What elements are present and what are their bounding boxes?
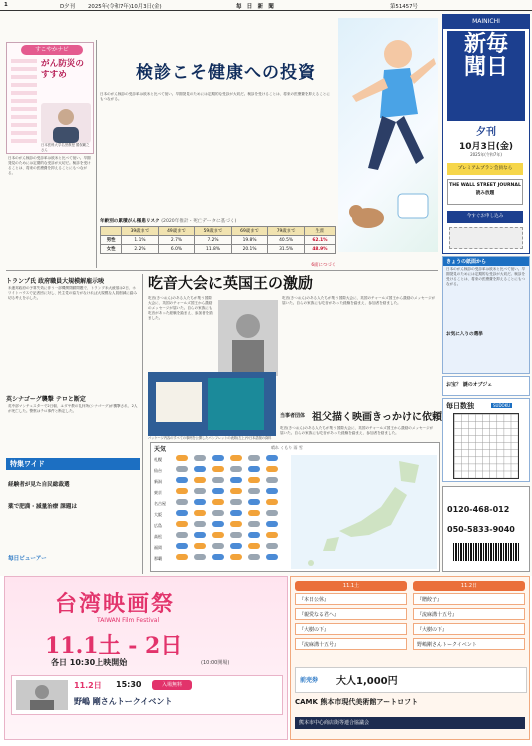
cancer-article-body-left: 日本のがん検診の受診率は欧米と比べて低い。早期発見のためには定期的な受診が大切だ。検診を受けることは、将来の医療費を抑えることにもつながる。 — [8, 156, 91, 175]
weather-icon — [230, 521, 242, 527]
table-cell: 62.1% — [304, 236, 335, 245]
contact-box — [442, 486, 530, 572]
column-divider — [96, 40, 97, 268]
contact-tel-1[interactable]: 0120-468-012 — [447, 505, 510, 514]
weather-icon — [248, 543, 260, 549]
sudoku-title: 毎日数独 — [446, 402, 474, 410]
table-header-cell: 69歳まで — [231, 227, 268, 236]
weather-icon — [176, 510, 188, 516]
event-time: 15:30 — [116, 680, 142, 689]
today-heading: きょうの紙面から — [443, 257, 529, 266]
festival-title-en: TAIWAN Film Festival — [97, 617, 160, 624]
masthead-date: 10月3日(金) — [458, 142, 513, 152]
speaker-photo — [16, 680, 68, 710]
schedule-item: 野嶋剛さんトークイベント — [413, 638, 525, 650]
weather-city-list — [154, 455, 290, 569]
sub-headline: 祖父描く映画きっかけに依頼 — [312, 412, 442, 423]
register-button[interactable]: 今すぐお申し込み — [447, 211, 523, 223]
organizer: 熊本市中心商店街等連合協議会 — [295, 717, 525, 729]
schedule-list-day-1 — [295, 593, 407, 653]
feature-label: すこやかナビ — [21, 45, 83, 55]
weather-icon — [176, 499, 188, 505]
weather-row — [154, 466, 292, 473]
weather-icon — [248, 477, 260, 483]
masthead-title-text: 新毎聞日 — [463, 31, 508, 80]
weather-icon — [230, 543, 242, 549]
table-cell: 2.2% — [122, 245, 159, 254]
table-cell: 20.1% — [231, 245, 268, 254]
weather-map — [291, 455, 437, 569]
weather-icon — [230, 499, 242, 505]
stutter-headline: 吃音大会に英国王の激励 — [148, 274, 314, 292]
barcode — [453, 543, 519, 561]
ad-left-panel — [4, 576, 288, 740]
weather-icon — [176, 554, 188, 560]
table-row-label: 男性 — [101, 236, 122, 245]
qr-code-area[interactable] — [449, 227, 523, 249]
weather-row — [154, 477, 292, 484]
brochure-photo — [148, 372, 276, 436]
cancer-article-body: 日本のがん検診の受診率は欧米と比べて低い。早期発見のためには定期的な受診が大切だ。検診を受けることは、将来の医療費を抑えることにもつながる。 — [100, 92, 330, 101]
table-cell: 7.2% — [195, 236, 232, 245]
person-icon — [41, 103, 91, 143]
weather-icon — [194, 554, 206, 560]
weather-icon — [212, 455, 224, 461]
weather-icon — [194, 521, 206, 527]
talk-event-box — [11, 675, 283, 715]
ad-schedule-panel — [290, 576, 530, 740]
table-cell: 6.0% — [158, 245, 195, 254]
news-synagogue-body: 英中部マンチェスターで2日朝、ユダヤ教の礼拝所(シナゴーグ)が襲撃され、2人が死亡した。警察はテロ事件と断定した。 — [8, 404, 138, 413]
weather-icon — [176, 455, 188, 461]
weather-icon — [266, 543, 278, 549]
event-title: 野嶋 剛さんトークイベント — [74, 697, 173, 706]
table-header-cell: 59歳まで — [195, 227, 232, 236]
film-festival-ad — [0, 576, 532, 746]
weather-icon — [212, 532, 224, 538]
weather-icon — [176, 488, 188, 494]
weather-row — [154, 521, 292, 528]
schedule-item: 『流麻溝十五号』 — [413, 608, 525, 620]
weather-icon — [230, 466, 242, 472]
premium-plan-banner[interactable]: プレミアムプラン会員なら — [447, 163, 523, 175]
news-tag-trump[interactable]: トランプ氏 政府職員大規模解雇示唆 — [6, 278, 105, 285]
schedule-day-1: 11.1土 — [295, 581, 407, 591]
table-title — [100, 218, 336, 224]
weather-icon — [266, 554, 278, 560]
main-headline: 検診こそ健康への投資 — [136, 63, 316, 83]
weather-title: 天気 — [154, 446, 167, 453]
author-photo — [41, 103, 91, 143]
table-cell: 2.7% — [158, 236, 195, 245]
table-title-text: 年齢別の累積がん罹患リスク — [100, 219, 160, 224]
page-header-strip — [0, 0, 532, 11]
weather-row — [154, 510, 292, 517]
runner-illustration-icon — [338, 18, 438, 252]
weather-icon — [212, 554, 224, 560]
weather-city-name: 名古屋 — [154, 501, 166, 506]
weather-icon — [212, 488, 224, 494]
table-header-cell — [101, 227, 122, 236]
weather-icon — [248, 521, 260, 527]
stutter-body-2: 吃音(きつおん)のある人たちが集う国際大会に、英国のチャールズ国王から激励のメッセージが届いた。自らの家族にも吃音があった経験を踏まえ、参加者を励ました。 — [282, 296, 436, 305]
table-header-cell: 49歳まで — [158, 227, 195, 236]
weather-icon — [194, 532, 206, 538]
weather-row — [154, 554, 292, 561]
continued-link[interactable]: 6面につづく — [311, 263, 336, 268]
feature-wide-item-2[interactable]: 薬で肥満・減量治療 課題は — [8, 504, 78, 510]
sudoku-box — [442, 398, 530, 482]
table-note: (2020年推計・死亡データに基づく) — [161, 219, 237, 224]
sub-headline-prefix: 当事者団体 — [280, 413, 306, 419]
portrait-photo-icon — [218, 300, 278, 376]
paper-name: 毎 日 新 聞 — [236, 4, 274, 10]
weather-icon — [194, 543, 206, 549]
schedule-item: 『大樹の下』 — [295, 623, 407, 635]
issue-number: 第51457号 — [390, 4, 418, 10]
sub-article-body: 吃音(きつおん)のある人たちが集う国際大会に、英国のチャールズ国王から激励のメッセージが届いた。自らの家族にも吃音があった経験を踏まえ、参加者を励ました。 — [280, 426, 434, 435]
weather-icon — [194, 488, 206, 494]
weather-icon — [176, 477, 188, 483]
table-cell: 11.8% — [195, 245, 232, 254]
weather-row — [154, 532, 292, 539]
weather-icon — [248, 532, 260, 538]
ticket-box — [295, 667, 527, 693]
weather-icon — [248, 510, 260, 516]
weather-city-name: 那覇 — [154, 556, 162, 561]
weather-city-name: 大阪 — [154, 512, 162, 517]
weather-icon — [248, 488, 260, 494]
weather-icon — [230, 532, 242, 538]
feature-panel — [6, 42, 94, 154]
schedule-list-day-2 — [413, 593, 525, 653]
today-item[interactable]: お気に入りの選挙 — [446, 332, 483, 337]
contact-tel-2[interactable]: 050-5833-9040 — [447, 525, 515, 534]
japan-map-icon — [291, 455, 437, 569]
photo-king — [218, 300, 278, 376]
festival-title: 台湾映画祭 — [55, 591, 176, 617]
weather-icon — [176, 466, 188, 472]
weather-icon — [230, 554, 242, 560]
schedule-item: 『本日公休』 — [295, 593, 407, 605]
festival-time: 各日 10:30上映開始 — [51, 658, 128, 667]
weather-icon — [248, 499, 260, 505]
weather-icon — [194, 455, 206, 461]
table-header-cell: 79歳まで — [268, 227, 305, 236]
table-cell: 31.5% — [268, 245, 305, 254]
today-in-paper-box — [442, 256, 530, 374]
cancer-risk-table — [100, 226, 336, 254]
weather-icon — [230, 455, 242, 461]
weather-icon — [212, 510, 224, 516]
weather-icon — [176, 532, 188, 538]
weather-city-name: 東京 — [154, 490, 162, 495]
weather-icon — [266, 521, 278, 527]
weather-panel — [150, 442, 440, 572]
feature-title: がん防災のすすめ — [41, 59, 84, 80]
news-tag-synagogue[interactable]: 英シナゴーグ襲撃 テロと断定 — [6, 396, 86, 403]
weather-row — [154, 488, 292, 495]
table-cell: 40.5% — [268, 236, 305, 245]
weather-icon — [248, 466, 260, 472]
feature-wide-item-1[interactable]: 経験者が見た自民総裁選 — [8, 482, 70, 488]
weather-icon — [176, 543, 188, 549]
table-header-cell: 生涯 — [304, 227, 335, 236]
weather-icon — [194, 477, 206, 483]
news-trump-body: 米連邦政府の予算失効に伴う一部機関閉鎖問題で、トランプ米大統領は2日、ホワイトハウスで記者団に対し、民主党の協力がなければ大規模な人員削減に踏み切る考えを示した。 — [8, 286, 138, 300]
weather-city-name: 福岡 — [154, 545, 162, 550]
weather-icon — [230, 488, 242, 494]
feature-wide-label: 特集ワイド — [6, 458, 140, 470]
ticket-price: 大人1,000円 — [336, 676, 398, 687]
schedule-item: 『大樹の下』 — [413, 623, 525, 635]
weather-icon — [212, 543, 224, 549]
masthead-logo-band: MAINICHI — [443, 15, 529, 29]
weather-icon — [248, 455, 260, 461]
feature-wide-box — [6, 458, 140, 570]
weather-city-name: 仙台 — [154, 468, 162, 473]
edition-label: D夕刊 — [60, 4, 75, 10]
weather-row — [154, 455, 292, 462]
stutter-body-1: 吃音(きつおん)のある人たちが集う国際大会に、英国のチャールズ国王から激励のメッセージが届いた。自らの家族にも吃音があった経験を踏まえ、参加者を励ました。 — [148, 296, 213, 320]
brochure-photo-icon — [148, 372, 276, 436]
quiz-heading[interactable]: お宝？ 謎のオブジェ — [446, 382, 493, 388]
speaker-photo-icon — [16, 680, 68, 710]
quiz-box — [442, 376, 530, 396]
weather-city-name: 広島 — [154, 523, 162, 528]
mainichi-viewer-label[interactable]: 毎日ビューアー — [8, 556, 47, 562]
schedule-item: 『贈餃子』 — [413, 593, 525, 605]
festival-time-note: (10:00開場) — [201, 660, 230, 666]
weather-icon — [212, 466, 224, 472]
weather-city-name: 新潟 — [154, 479, 162, 484]
weather-row — [154, 543, 292, 550]
table-header-cell: 39歳まで — [122, 227, 159, 236]
weather-icon — [230, 510, 242, 516]
venue-name: CAMK 熊本市現代美術館アートロフト — [295, 698, 419, 706]
illustration-runner — [338, 18, 438, 252]
free-admission-badge: 入場無料 — [152, 680, 192, 690]
weather-icon — [212, 521, 224, 527]
weather-icon — [266, 499, 278, 505]
cancer-risk-table-box — [100, 218, 336, 268]
evening-edition-label: 夕刊 — [476, 127, 496, 138]
author-caption: 日本医科大学名誉教授 勝俣範之さん — [41, 143, 90, 152]
weather-icon — [266, 488, 278, 494]
table-row-label: 女性 — [101, 245, 122, 254]
weather-icon — [248, 554, 260, 560]
wsj-banner[interactable]: THE WALL STREET JOURNAL 読み放題 — [447, 179, 523, 205]
today-list: 日本のがん検診の受診率は欧米と比べて低い。早期発見のためには定期的な受診が大切だ。検診を受けることは、将来の医療費を抑えることにもつながる。 — [446, 267, 526, 286]
weather-city-name: 高松 — [154, 534, 162, 539]
weather-icon — [212, 499, 224, 505]
schedule-item: 『流麻溝十五号』 — [295, 638, 407, 650]
weather-legend: 晴れ くもり 雨 雪 — [271, 445, 303, 450]
weather-icon — [176, 521, 188, 527]
weather-icon — [212, 477, 224, 483]
column-divider-2 — [142, 274, 143, 574]
festival-dates: 11.1土 - 2日 — [45, 633, 183, 659]
section-divider — [6, 270, 438, 271]
weather-row — [154, 499, 292, 506]
masthead — [442, 14, 530, 254]
weather-icon — [230, 477, 242, 483]
table-cell: 48.9% — [304, 245, 335, 254]
page-number: 1 — [4, 2, 8, 8]
sudoku-grid[interactable] — [453, 413, 519, 479]
schedule-day-2: 11.2日 — [413, 581, 525, 591]
weather-city-name: 札幌 — [154, 457, 162, 462]
decorative-stripes — [11, 59, 37, 147]
weather-icon — [266, 477, 278, 483]
masthead-year: 2025年(令和7年) — [470, 152, 502, 157]
weather-icon — [194, 466, 206, 472]
weather-icon — [194, 510, 206, 516]
weather-icon — [266, 455, 278, 461]
schedule-item: 『親愛なる君へ』 — [295, 608, 407, 620]
weather-icon — [266, 532, 278, 538]
table-cell: 19.8% — [231, 236, 268, 245]
weather-icon — [266, 466, 278, 472]
issue-date: 2025年(令和7年)10月3日(金) — [88, 4, 162, 10]
sudoku-label: SUDOKU — [493, 403, 511, 408]
photo-caption: パッケージ内容のすべての事例を公開したパンフレットの表紙(左上)や日本語版の資料 — [148, 436, 272, 440]
weather-icon — [266, 510, 278, 516]
table-cell: 1.1% — [122, 236, 159, 245]
masthead-title — [447, 31, 525, 121]
ticket-label: 前売券 — [300, 677, 319, 684]
weather-icon — [194, 499, 206, 505]
event-date: 11.2日 — [74, 681, 102, 690]
